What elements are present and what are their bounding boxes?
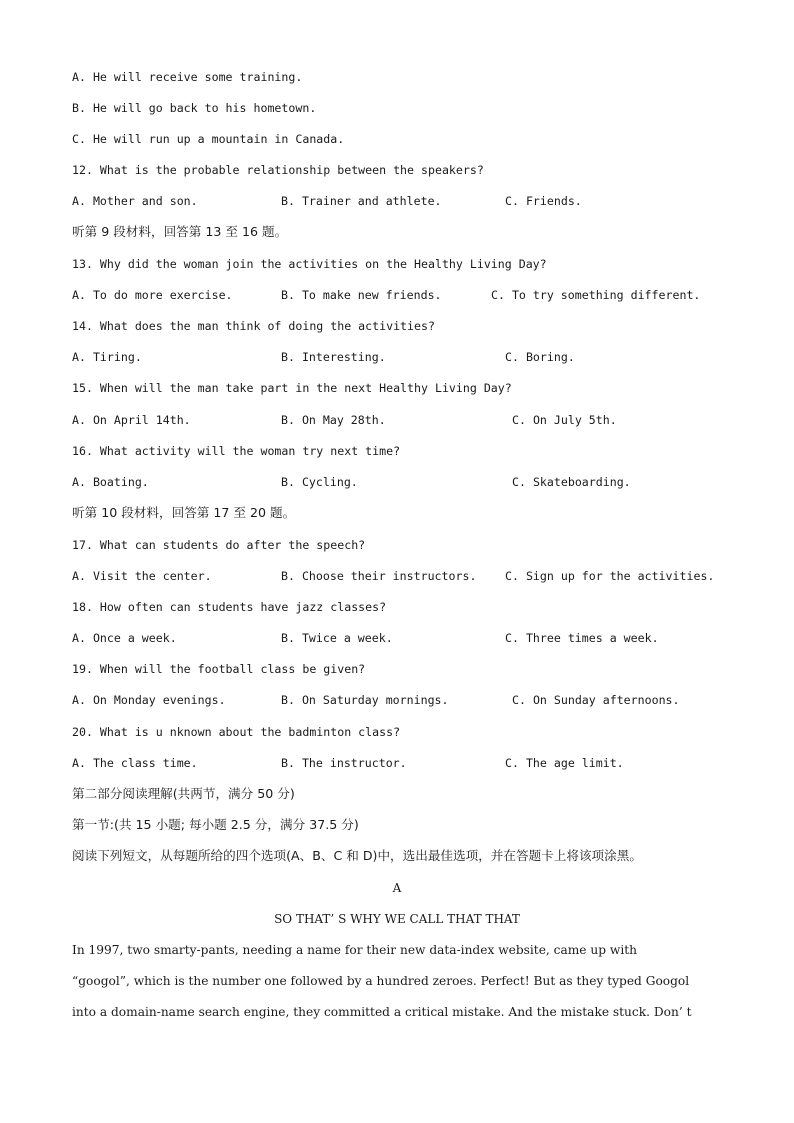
passage-line: “googol”, which is the number one followed by a hundred zeroes. Perfect! But as they typed Googol <box>72 974 690 988</box>
q13-option-b: B. To make new friends. <box>281 288 442 302</box>
q19-option-a: A. On Monday evenings. <box>72 693 226 707</box>
q14-option-b: B. Interesting. <box>281 350 386 364</box>
q16-option-a: A. Boating. <box>72 475 149 489</box>
q18-option-c: C. Three times a week. <box>505 631 659 645</box>
q13-stem: 13. Why did the woman join the activities on the Healthy Living Day? <box>72 257 547 271</box>
q14-option-a: A. Tiring. <box>72 350 142 364</box>
q17-option-c: C. Sign up for the activities. <box>505 569 715 583</box>
passage-line: In 1997, two smarty-pants, needing a name for their new data-index website, came up with <box>72 943 637 957</box>
q16-stem: 16. What activity will the woman try next time? <box>72 444 401 458</box>
q17-stem: 17. What can students do after the speech? <box>72 538 366 552</box>
q15-option-b: B. On May 28th. <box>281 413 386 427</box>
section-10-heading: 听第 10 段材料，回答第 17 至 20 题。 <box>72 505 296 520</box>
q17-option-b: B. Choose their instructors. <box>281 569 477 583</box>
passage-line: into a domain-name search engine, they committed a critical mistake. And the mistake stuck. Don’ t <box>72 1005 692 1019</box>
q12-option-c: C. Friends. <box>505 194 582 208</box>
q14-option-c: C. Boring. <box>505 350 575 364</box>
q19-stem: 19. When will the football class be given? <box>72 662 366 676</box>
q12-stem: 12. What is the probable relationship between the speakers? <box>72 163 484 177</box>
q11-option-b: B. He will go back to his hometown. <box>72 101 317 115</box>
q18-option-a: A. Once a week. <box>72 631 177 645</box>
q12-option-a: A. Mother and son. <box>72 194 198 208</box>
q13-option-c: C. To try something different. <box>491 288 701 302</box>
q11-option-a: A. He will receive some training. <box>72 70 303 84</box>
q20-option-c: C. The age limit. <box>505 756 624 770</box>
reading-instruction: 阅读下列短文，从每题所给的四个选项(A、B、C 和 D)中，选出最佳选项，并在答题卡上将该项涂黑。 <box>72 848 642 863</box>
q15-stem: 15. When will the man take part in the next Healthy Living Day? <box>72 381 512 395</box>
q17-option-a: A. Visit the center. <box>72 569 212 583</box>
q19-option-c: C. On Sunday afternoons. <box>512 693 680 707</box>
q12-option-b: B. Trainer and athlete. <box>281 194 442 208</box>
q18-stem: 18. How often can students have jazz classes? <box>72 600 387 614</box>
q15-option-c: C. On July 5th. <box>512 413 617 427</box>
q15-option-a: A. On April 14th. <box>72 413 191 427</box>
q11-option-c: C. He will run up a mountain in Canada. <box>72 132 345 146</box>
q13-option-a: A. To do more exercise. <box>72 288 233 302</box>
q20-stem: 20. What is u nknown about the badminton class? <box>72 725 401 739</box>
part-2-heading: 第二部分阅读理解(共两节，满分 50 分) <box>72 786 295 801</box>
q16-option-b: B. Cycling. <box>281 475 358 489</box>
q19-option-b: B. On Saturday mornings. <box>281 693 449 707</box>
passage-title: SO THAT’ S WHY WE CALL THAT THAT <box>274 912 520 926</box>
q20-option-b: B. The instructor. <box>281 756 407 770</box>
section-9-heading: 听第 9 段材料，回答第 13 至 16 题。 <box>72 224 288 239</box>
q14-stem: 14. What does the man think of doing the activities? <box>72 319 435 333</box>
q16-option-c: C. Skateboarding. <box>512 475 631 489</box>
q18-option-b: B. Twice a week. <box>281 631 393 645</box>
passage-letter: A <box>392 881 402 895</box>
section-1-heading: 第一节:(共 15 小题; 每小题 2.5 分，满分 37.5 分) <box>72 817 359 832</box>
q20-option-a: A. The class time. <box>72 756 198 770</box>
